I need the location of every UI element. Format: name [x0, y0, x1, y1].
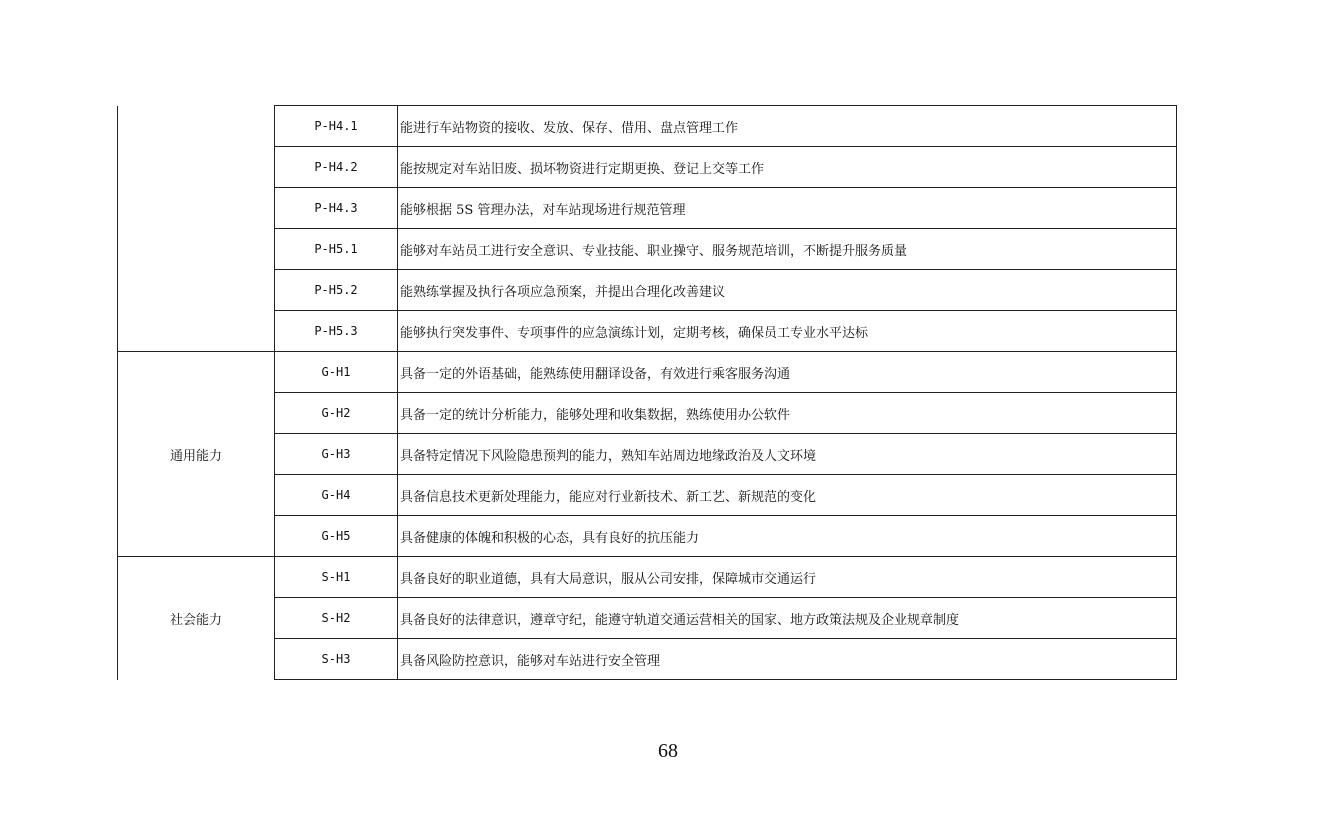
table-row: [118, 516, 1177, 557]
ability-description-cell: 能够对车站员工进行安全意识、专业技能、职业操守、服务规范培训，不断提升服务质量: [398, 229, 1177, 270]
ability-code-cell: S-H3: [275, 639, 398, 680]
ability-description-cell: 能够执行突发事件、专项事件的应急演练计划，定期考核，确保员工专业水平达标: [398, 311, 1177, 352]
table-row: [118, 434, 1177, 475]
table-row: [118, 270, 1177, 311]
table-row: [118, 188, 1177, 229]
table-row: [118, 311, 1177, 352]
category-cell: 通用能力: [118, 352, 275, 557]
ability-code-cell: G-H2: [275, 393, 398, 434]
ability-table-body: [118, 106, 1177, 680]
ability-code-cell: P-H5.2: [275, 270, 398, 311]
ability-code-cell: P-H5.3: [275, 311, 398, 352]
ability-code-cell: P-H4.3: [275, 188, 398, 229]
ability-description-cell: 具备健康的体魄和积极的心态，具有良好的抗压能力: [398, 516, 1177, 557]
ability-description-cell: 具备良好的职业道德，具有大局意识，服从公司安排，保障城市交通运行: [398, 557, 1177, 598]
ability-code-cell: S-H1: [275, 557, 398, 598]
ability-description-cell: 能进行车站物资的接收、发放、保存、借用、盘点管理工作: [398, 106, 1177, 147]
ability-code-cell: G-H5: [275, 516, 398, 557]
ability-description-cell: 具备特定情况下风险隐患预判的能力，熟知车站周边地缘政治及人文环境: [398, 434, 1177, 475]
ability-code-cell: G-H1: [275, 352, 398, 393]
ability-description-cell: 具备良好的法律意识，遵章守纪，能遵守轨道交通运营相关的国家、地方政策法规及企业规章制度: [398, 598, 1177, 639]
table-row: [118, 393, 1177, 434]
ability-code-cell: P-H4.2: [275, 147, 398, 188]
category-cell: [118, 106, 275, 352]
table-row: [118, 475, 1177, 516]
table-row: [118, 352, 1177, 393]
ability-description-cell: 具备风险防控意识，能够对车站进行安全管理: [398, 639, 1177, 680]
ability-description-cell: 能熟练掌握及执行各项应急预案，并提出合理化改善建议: [398, 270, 1177, 311]
ability-code-cell: S-H2: [275, 598, 398, 639]
ability-description-cell: 具备一定的外语基础，能熟练使用翻译设备，有效进行乘客服务沟通: [398, 352, 1177, 393]
ability-description-cell: 具备一定的统计分析能力，能够处理和收集数据，熟练使用办公软件: [398, 393, 1177, 434]
table-row: [118, 147, 1177, 188]
ability-description-cell: 能够根据 5S 管理办法，对车站现场进行规范管理: [398, 188, 1177, 229]
ability-code-cell: P-H4.1: [275, 106, 398, 147]
table-row: [118, 106, 1177, 147]
table-row: [118, 598, 1177, 639]
ability-table: [117, 105, 1177, 680]
ability-code-cell: G-H3: [275, 434, 398, 475]
ability-description-cell: 具备信息技术更新处理能力，能应对行业新技术、新工艺、新规范的变化: [398, 475, 1177, 516]
table-row: [118, 229, 1177, 270]
category-cell: 社会能力: [118, 557, 275, 680]
table-row: [118, 557, 1177, 598]
ability-code-cell: G-H4: [275, 475, 398, 516]
ability-description-cell: 能按规定对车站旧废、损坏物资进行定期更换、登记上交等工作: [398, 147, 1177, 188]
table-row: [118, 639, 1177, 680]
ability-code-cell: P-H5.1: [275, 229, 398, 270]
page-number: 68: [658, 740, 678, 762]
